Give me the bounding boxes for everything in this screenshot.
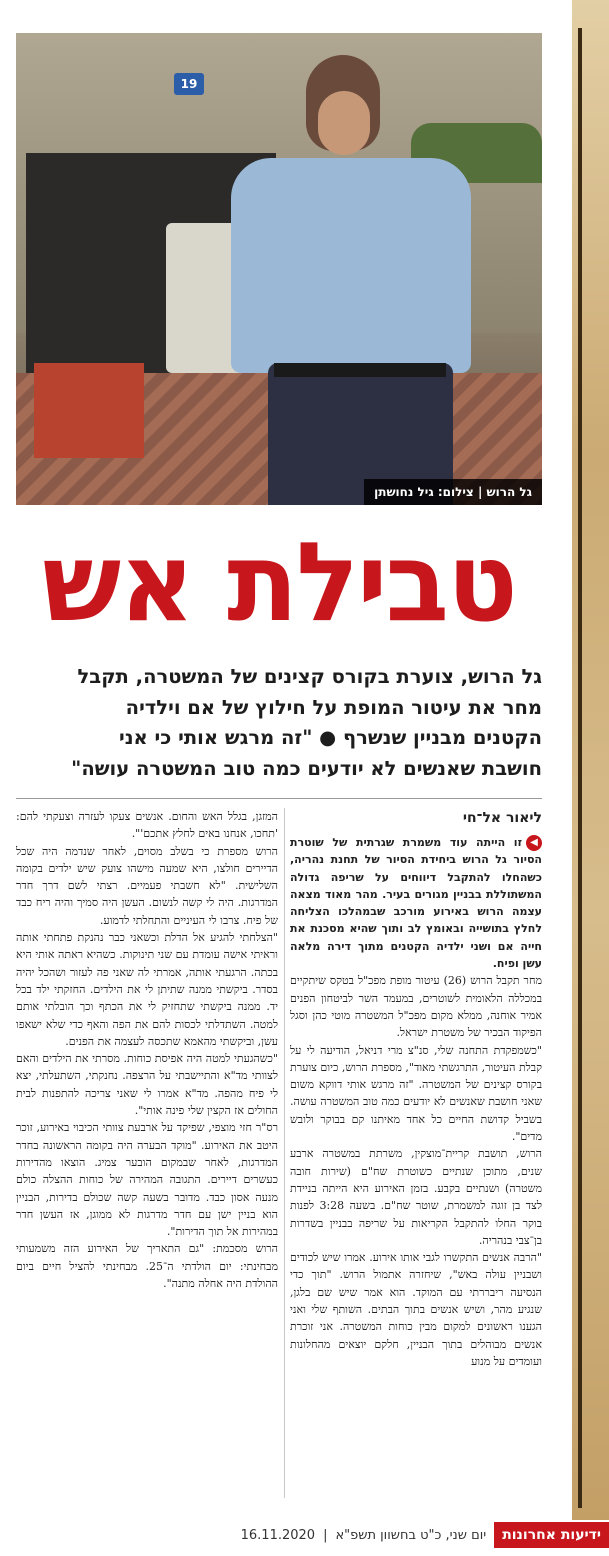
article-paragraph: הרוש, תושבת קריית־מוצקין, משרתת במשטרה ארבע שנים, מתוכן שנתיים כשוטרת שח"ם (שירות חובה משטרה) ושנתיים בקבע. בזמן האירוע היא הייתה בניידת לצד בן זוגה למשמרת, שוטר שח"ם. בשעה 3:28 לפנות בוקר החלו להתקבל הקריאות על שריפה בבניין בשדרות בן־צבי בנהריה. (290, 1147, 542, 1247)
article-paragraph: מחר תקבל הרוש (26) עיטור מופת מפכ"ל בטקס שיתקיים במכללה הלאומית לשוטרים, במעמד השר לביטחון הפנים אמיר אוחנה, ממלא מקום מפכ"ל המשטרה מוטי כהן וסגל הפיקוד הבכיר של משטרת ישראל. (290, 974, 542, 1040)
photo-person-shirt (231, 158, 471, 373)
footer-hebrew-date: יום שני, כ"ט בחשוון תשפ"א (335, 1527, 487, 1543)
article-paragraph: המזגן, בגלל האש והחום. אנשים צעקו לעזרה וצעקתי להם: 'תחכו, אנחנו באים לחלץ אתכם'". (16, 810, 278, 841)
subheadline (16, 662, 542, 787)
article-lead (290, 834, 542, 972)
article-column-left (16, 808, 278, 1498)
footer-separator: | (323, 1527, 328, 1543)
subheadline-line: חושבת שאנשים לא יודעים כמה טוב המשטרה עושה" (71, 756, 542, 780)
article-paragraph: "כשמפקדת התחנה שלי, סנ"צ מרי דניאל, הודיעה לי על קבלת העיטור, התרגשתי מאוד", מספרת הרוש, כיום צוערת בקורס קצינים של המשטרה. "זה מרגש אותי דווקא משום שאני חושבת שאנשים לא יודעים כמה טוב המשטרה עושה. בשביל קדושת החיים כל אחד מאיתנו קם בבוקר ולובש מדים". (290, 1043, 542, 1144)
article-lead-text: זו הייתה עוד משמרת שגרתית של שוטרת הסיור גל הרוש ביחידת הסיור של תחנת נהריה, כשהחלו להתקבל דיווחים על שריפה גדולה המשתוללת בבניין מגורים בעיר. מהר מאוד מצאה עצמה הרוש באירוע מורכב שבמהלכו הצליחה לחלץ בתושייה ובאומץ לב ותוך שהיא מסכנת את חייה אם ושני ילדיה הקטנים מתוך דירה מלאה עשן ופיח. (290, 836, 542, 971)
photo-credit: גל הרוש | צילום: גיל נחושתן (364, 479, 542, 505)
subheadline-line: גל הרוש, צוערת בקורס קצינים של המשטרה, תקבל (77, 665, 542, 688)
byline: ליאור אל־חי (462, 810, 542, 826)
article-paragraph: הרוש מספרת כי בשלב מסוים, לאחר שנדמה היה שכל הדיירים חולצו, היא שמעה מישהו צועק שיש ילדים בקומה השלישית. "לא חשבתי פעמיים. רצתי לשם דרך חדר המדרגות. היה לי קשה לנשום. העשן היה סמיך והיה ריח כבד של פיח. צרבו לי העיניים והתחלתי לדמוע. (16, 844, 278, 927)
column-divider (284, 808, 285, 1498)
article-paragraph: הרוש מסכמת: "גם התאריך של האירוע הזה משמעותי מבחינתי: יום הולדתי ה־25. מבחינתי להציל חיים ביום ההולדת היה אחלה מתנה". (16, 1242, 278, 1291)
subheadline-line: מחר את עיטור המופת על חילוץ של אם וילדיה (125, 695, 542, 719)
photo-house-number: 19 (180, 77, 198, 91)
headline: טבילת אש (42, 517, 516, 647)
page-edge-strip (572, 0, 609, 1520)
page-edge-line (578, 28, 582, 1508)
newspaper-brand: ידיעות אחרונות (494, 1522, 609, 1548)
photo-house-sign (174, 73, 204, 95)
article-paragraph: "כשהגעתי למטה היה אפיסת כוחות. מסרתי את הילדים והאם לצוותי מד"א והתיישבתי על הרצפה. נחנקתי, השתעלתי, יצא לי פיח מהפה. מד"א אמרו לי שאני צריכה להתפנות לבית החולים אז הקצין שלי פינה אותי". (16, 1052, 278, 1118)
arrow-bullet-icon: ◀ (526, 835, 542, 851)
article-photo (16, 33, 542, 505)
article-paragraph: רס"ר חזי מוצפי, שפיקד על ארבעת צוותי הכיבוי באירוע, זוכר היטב את האירוע. "מוקד הבערה היה בקומה הראשונה בחדר המדרגות, לאחר שבמקום הובער צמיג. הוצאו מהדירות כעשרים דיירים. התגובה המהירה של כוחות ההצלה כולם מנעה אסון כבד. מדובר בשעה קשה שכולם בדירות, הבניין הוא בניין ישן עם חדר מדרגות לא ממוגן, אז העשן חדר במהירות אל תוך הדירות". (16, 1121, 278, 1239)
footer-date: 16.11.2020 (240, 1527, 316, 1543)
article-column-right (290, 808, 542, 1498)
article-paragraph: "הצלחתי להגיע אל הדלת וכשאני כבר נהנקת פתחתי אותה וראיתי אישה עומדת עם שני תינוקות. כשהיא ראתה אותי היא בכתה. הרגעתי אותה, אמרתי לה שאני פה לעזור ושהכל יהיה בסדר. ביקשתי ממנה שתיתן לי את הילדים. החזקתי ילד בכל יד. ממנה ביקשתי שתחזיק לי את הכתף וכך הובלתי אותם למטה. השתדלתי לכסות להם את הפה והאף כדי שלא ישאפו עשן, וביקשתי מהאמא שתכסה לעצמה את הפנים. (16, 931, 278, 1048)
photo-crate (34, 363, 144, 458)
photo-person-face (318, 91, 370, 155)
photo-person-belt (274, 363, 446, 377)
article-paragraph: "הרבה אנשים התקשרו לגבי אותו אירוע. אמרו שיש לכודים ושבניין עולה באש", שיחזרה אתמול הרוש. "תוך כדי הנסיעה ריבררתי עם המוקד. הוא אמר שיש שם בלגן, שנגיע מהר, ושיש אנשים בתוך הבתים. השותף שלי ואני הגענו ראשונים למקום מבין כוחות המשטרה. אני זוכרת אנשים מבוהלים בתוך הבניין, חלקם יוצאים מהחלונות ועומדים על מנוע (290, 1251, 542, 1368)
divider (16, 798, 542, 799)
page-footer (16, 1520, 609, 1550)
subheadline-line: הקטנים מבניין שנשרף ● "זה מרגש אותי כי אני (118, 726, 542, 749)
